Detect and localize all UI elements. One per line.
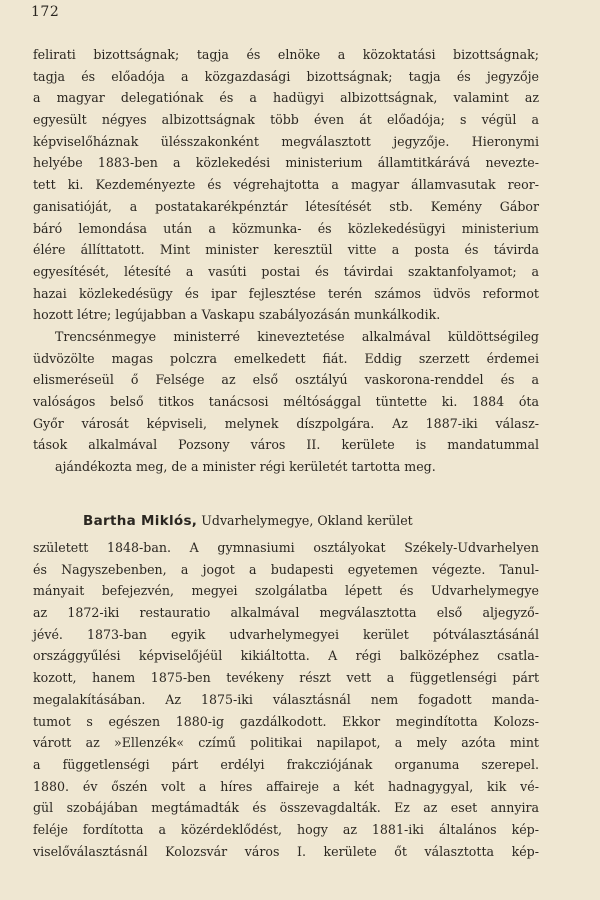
text-line: üdvözölte magas polczra emelkedett fiát. Eddig szerzett érdemei [33,350,539,366]
text-line: egyesült négyes albizottságnak több éven át előadója; s végül a [33,112,539,128]
paragraph-1 [33,44,539,478]
text-line: tett ki. Kezdeményezte és végrehajtotta a magyar államvasutak reor- [33,177,539,193]
paragraph-2 [33,537,539,862]
text-line: várott az »Ellenzék« czímű politikai napilapot, a mely azóta mint [33,735,539,751]
text-line: hazai közlekedésügy és ipar fejlesztése terén számos üdvös reformot [33,285,539,301]
text-line: valóságos belső titkos tanácsosi méltósággal tüntette ki. 1884 óta [33,394,539,409]
page-number: 172 [31,4,60,20]
text-line: ganisatióját, a postatakarékpénztár létesítését stb. Kemény Gábor [33,198,539,214]
text-line: képviselőháznak ülésszakonként megválasztott jegyzője. Hieronymi [33,133,539,149]
text-line: Trencsénmegye ministerré kineveztetése alkalmával küldöttségileg [55,328,539,344]
text-line: jévé. 1873-ban egyik udvarhelymegyei kerület pótválasztásánál [33,626,539,642]
member-district: Udvarhelymegye, Okland kerület [201,513,413,528]
text-line: élére állíttatott. Mint minister keresztül vitte a posta és távirda [33,242,539,258]
text-line: a magyar delegatiónak és a hadügyi albizottságnak, valamint az [33,90,539,106]
text-line: és Nagyszebenben, a jogot a budapesti egyetemen végezte. Tanul- [33,561,539,577]
text-line: Győr városát képviseli, melynek díszpolgára. Az 1887-iki válasz- [33,415,539,431]
member-name: Bartha Miklós, [83,513,198,529]
text-line: helyébe 1883-ben a közlekedési ministerium államtitkárává neveztе- [33,155,539,171]
text-line: viselőválasztásnál Kolozsvár város I. kerülete őt választotta kép- [33,843,539,859]
text-line: hozott létre; legújabban a Vaskapu szabályozásán munkálkodik. [33,307,441,323]
text-line: 1880. év őszén volt a híres affaireje a két hadnagygyal, kik vé- [33,778,539,794]
text-line: mányait befejezvén, megyei szolgálatba lépett és Udvarhelymegye [33,583,539,599]
text-line: országgyűlési képviselőjéül kikiáltotta. A régi balközéphez csatla- [33,648,539,664]
text-line: a függetlenségi párt erdélyi frakcziójának organuma szerepel. [33,756,539,772]
text-line: megalakításában. Az 1875-iki választásnál nem fogadott manda- [33,691,539,707]
text-line: kozott, hanem 1875-ben tevékeny részt vett a függetlenségi párt [33,670,539,686]
text-line: felirati bizottságnak; tagja és elnöke a közoktatási bizottságnak; [33,47,539,62]
text-line: báró lemondása után a közmunka- és közlekedésügyi ministerium [33,220,539,236]
text-line: elismeréseül ő Felsége az első osztályú vaskorona-renddel és a [33,372,539,388]
text-line: egyesítését, létesíté a vasúti postai és távirdai szaktanfolyamot; a [33,263,539,279]
text-line: született 1848-ban. A gymnasiumi osztályokat Székely-Udvarhelyen [33,540,539,555]
text-line: tagja és előadója a közgazdasági bizottságnak; tagja és jegyzője [33,68,539,84]
entry-heading [33,510,539,532]
text-line: feléje fordította a közérdeklődést, hogy az 1881-iki általános kép- [33,821,539,837]
text-line: tumot s egészen 1880-ig gazdálkodott. Ekkor megindította Kolozs- [33,713,539,729]
text-line: az 1872-iki restauratio alkalmával megválasztotta első aljegyző- [33,605,539,621]
text-line: gül szobájában megtámadták és összevagdalták. Ez az eset annyira [33,800,539,816]
text-line: tások alkalmával Pozsony város II. kerülete is mandatummal [33,437,539,453]
text-line: ajándékozta meg, de a minister régi kerületét tartotta meg. [55,459,436,475]
